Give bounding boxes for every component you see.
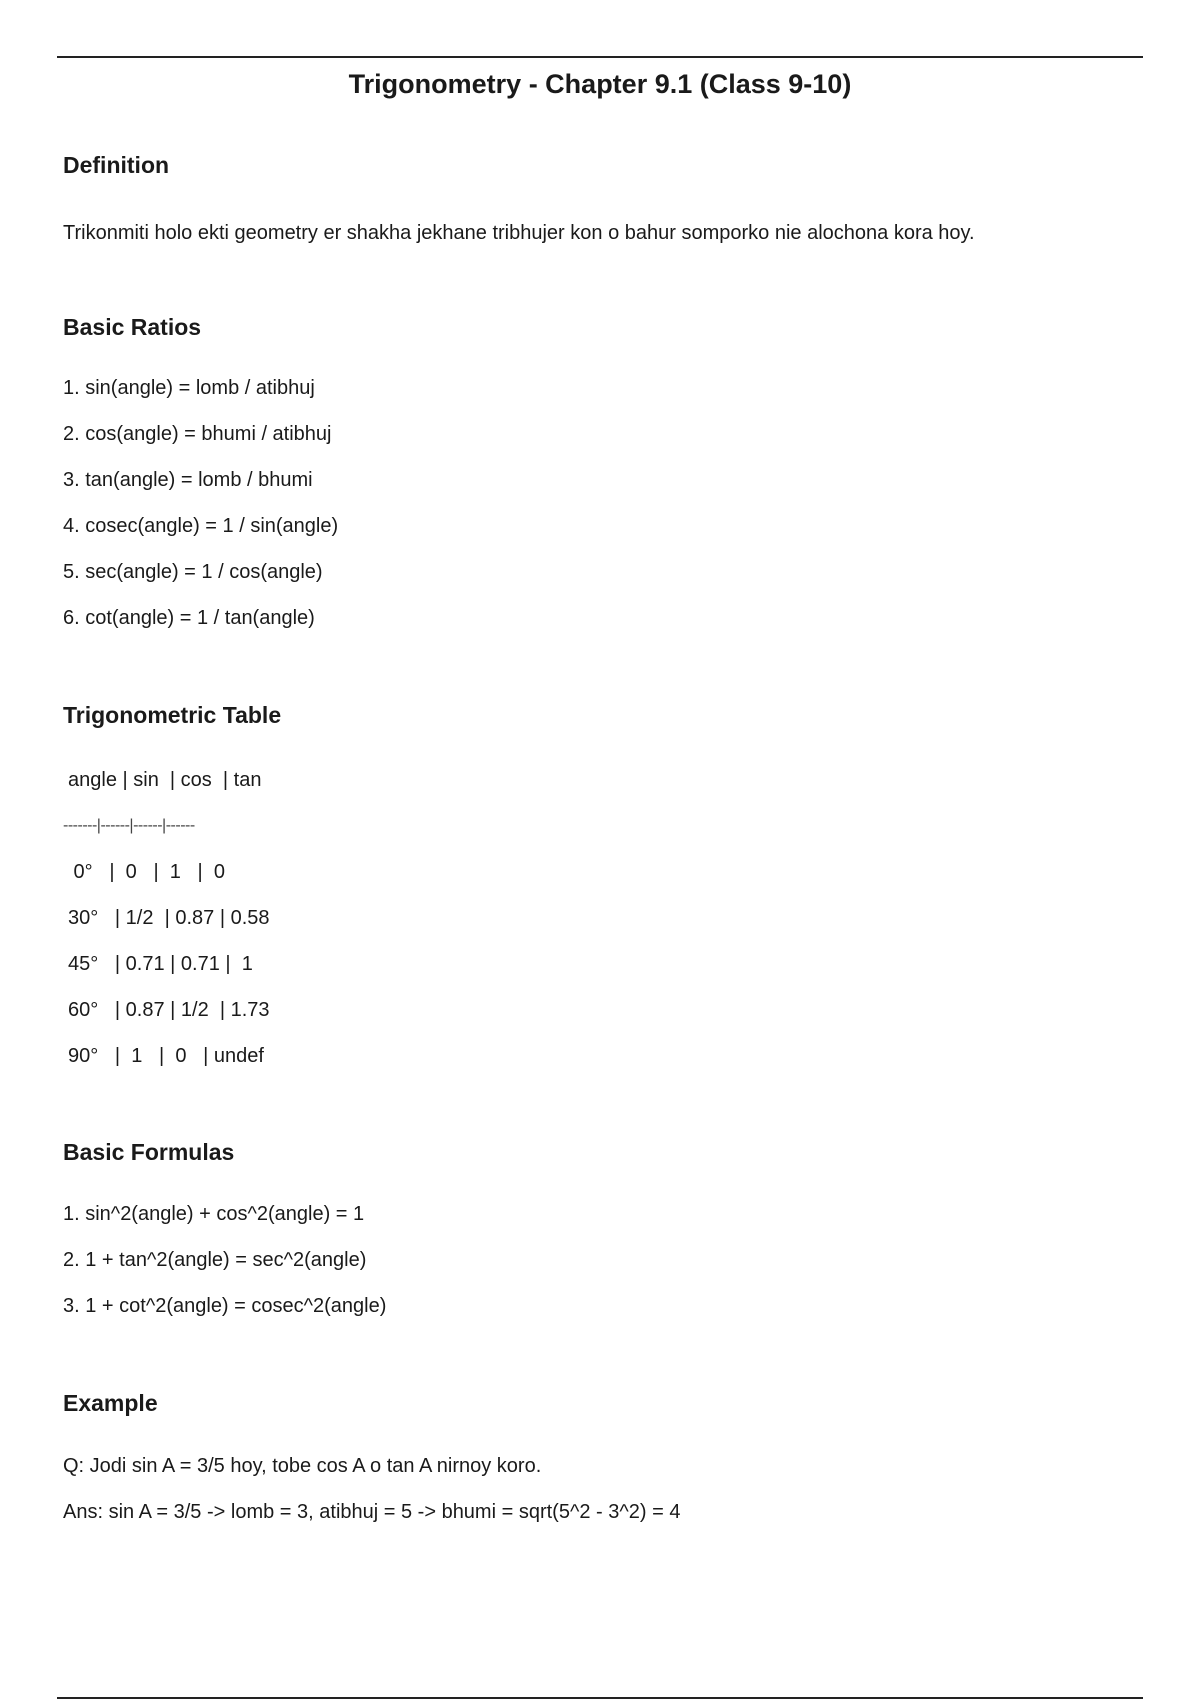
list-item: 3. tan(angle) = lomb / bhumi — [63, 469, 313, 491]
example-answer: Ans: sin A = 3/5 -> lomb = 3, atibhuj = 5 -> bhumi = sqrt(5^2 - 3^2) = 4 — [63, 1501, 681, 1523]
list-item: 6. cot(angle) = 1 / tan(angle) — [63, 607, 315, 629]
table-row: 60° | 0.87 | 1/2 | 1.73 — [68, 999, 270, 1021]
section-heading: Trigonometric Table — [63, 702, 282, 728]
section-heading: Example — [63, 1390, 158, 1416]
definition-text-block — [63, 218, 975, 248]
definition-heading — [63, 150, 169, 180]
list-item: 3. 1 + cot^2(angle) = cosec^2(angle) — [63, 1295, 387, 1317]
definition-text: Trikonmiti holo ekti geometry er shakha jekhane tribhujer kon o bahur somporko nie alochona kora hoy. — [63, 222, 975, 244]
list-item: 2. cos(angle) = bhumi / atibhuj — [63, 423, 332, 445]
basic-ratios-list — [63, 373, 338, 649]
basic-formulas-heading — [63, 1137, 234, 1167]
list-item: 2. 1 + tan^2(angle) = sec^2(angle) — [63, 1249, 367, 1271]
table-row: 0° | 0 | 1 | 0 — [68, 861, 225, 883]
example-question: Q: Jodi sin A = 3/5 hoy, tobe cos A o tan A nirnoy koro. — [63, 1455, 542, 1477]
table-separator-row: -------|------|------|------ — [63, 817, 195, 834]
section-heading: Definition — [63, 152, 170, 178]
list-item: 1. sin(angle) = lomb / atibhuj — [63, 377, 315, 399]
table-row: 45° | 0.71 | 0.71 | 1 — [68, 953, 253, 975]
list-item: 5. sec(angle) = 1 / cos(angle) — [63, 561, 323, 583]
table-header-row: angle | sin | cos | tan — [68, 769, 262, 791]
document-title: Trigonometry - Chapter 9.1 (Class 9-10) — [348, 69, 852, 99]
basic-formulas-list — [63, 1199, 386, 1337]
table-row: 30° | 1/2 | 0.87 | 0.58 — [68, 907, 270, 929]
top-rule — [57, 56, 1143, 58]
example-body — [63, 1451, 680, 1543]
table-row: 90° | 1 | 0 | undef — [68, 1045, 264, 1067]
bottom-rule — [57, 1697, 1143, 1699]
basic-ratios-heading — [63, 312, 201, 342]
section-heading: Basic Formulas — [63, 1139, 235, 1165]
list-item: 4. cosec(angle) = 1 / sin(angle) — [63, 515, 339, 537]
trig-table-heading — [63, 700, 281, 730]
trig-table — [63, 765, 270, 1087]
list-item: 1. sin^2(angle) + cos^2(angle) = 1 — [63, 1203, 365, 1225]
example-heading — [63, 1388, 158, 1418]
section-heading: Basic Ratios — [63, 314, 202, 340]
